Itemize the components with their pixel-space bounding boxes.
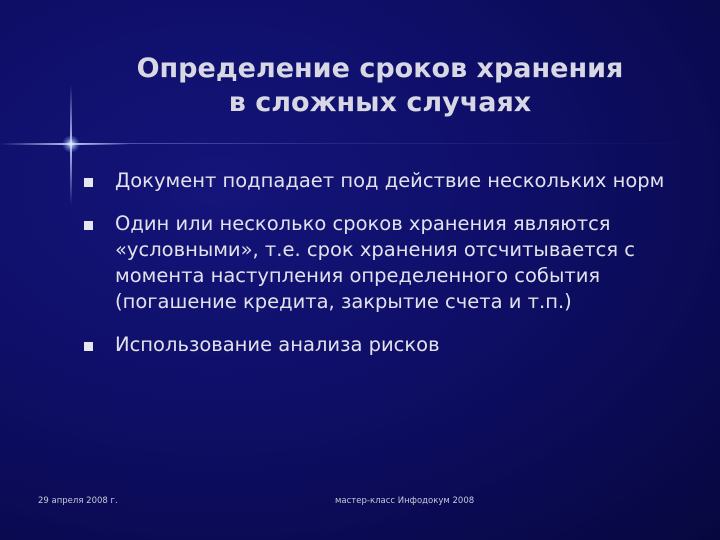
square-bullet-icon [84,342,93,351]
bullet-item [84,332,704,358]
slide-title [100,52,660,120]
square-bullet-icon [84,178,93,187]
bullet-text: Один или несколько сроков хранения являются «условными», т.е. срок хранения отсчитывается с момента наступления определенного события (погашение кредита, закрытие счета и т.п.) [115,212,635,313]
sparkle-star-icon [62,135,80,153]
footer-caption: мастер-класс Инфодокум 2008 [335,496,475,506]
bullet-list [84,168,704,375]
decorative-light-line [70,143,720,144]
slide-title-line-2: в сложных случаях [228,87,532,118]
slide-title-line-1: Определение сроков хранения [136,53,624,84]
bullet-text: Документ подпадает под действие нескольких норм [115,169,665,192]
square-bullet-icon [84,221,93,230]
bullet-item [84,211,704,315]
footer-date: 29 апреля 2008 г. [38,496,118,506]
bullet-item [84,168,704,194]
bullet-text: Использование анализа рисков [115,333,440,356]
